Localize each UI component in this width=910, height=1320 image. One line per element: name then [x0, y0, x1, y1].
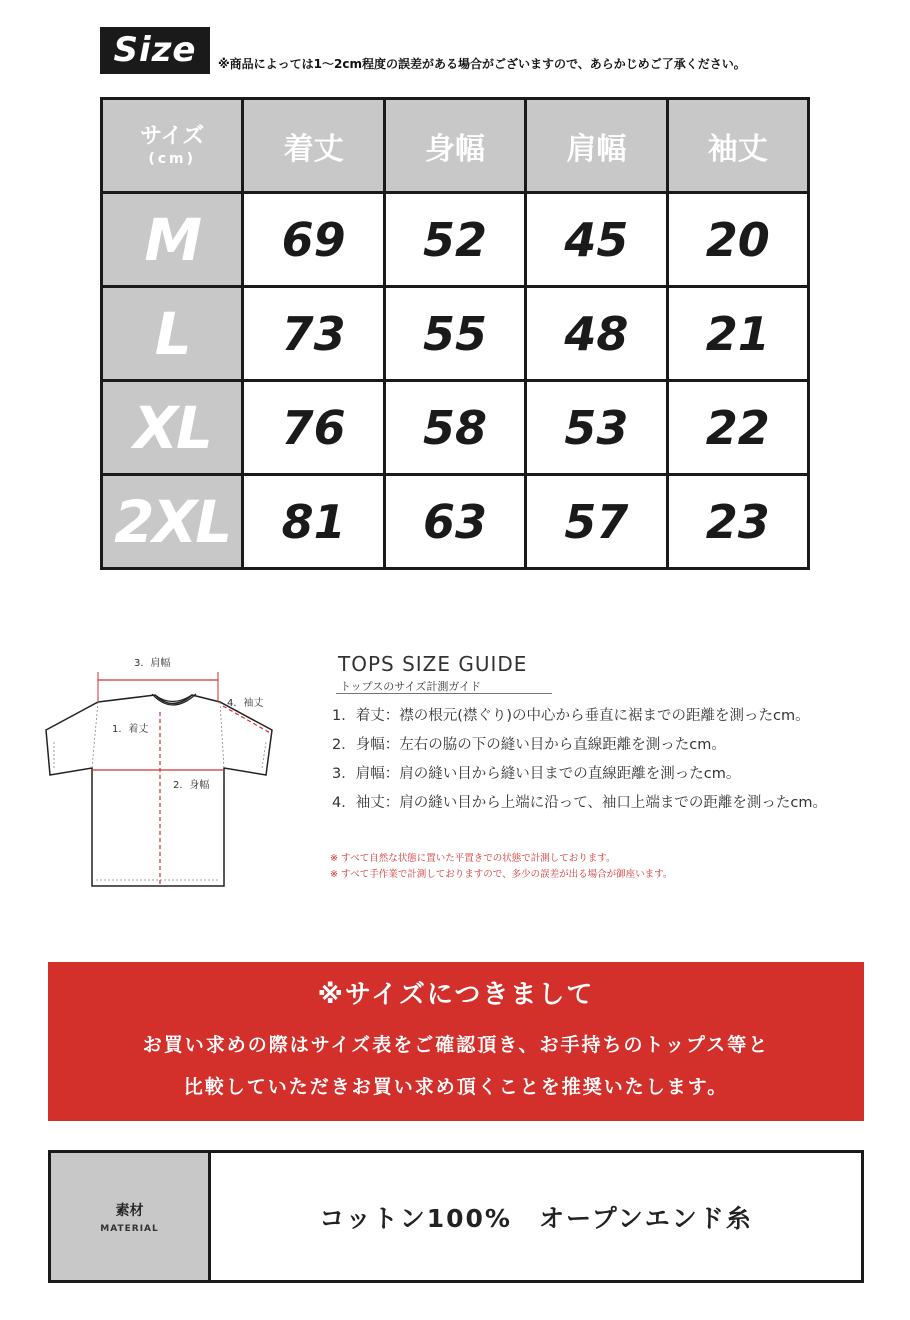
- column-header-shoulder: 肩幅: [526, 99, 667, 193]
- table-cell: 21: [667, 287, 808, 381]
- guide-item: 2．身幅：左右の脇の下の縫い目から直線距離を測ったcm。: [332, 737, 726, 753]
- size-label: 2XL: [102, 475, 243, 569]
- table-cell: 73: [243, 287, 384, 381]
- table-cell: 76: [243, 381, 384, 475]
- guide-note: ※ すべて自然な状態に置いた平置きでの状態で計測しております。: [330, 853, 616, 864]
- size-table: [100, 97, 810, 570]
- diagram-label-width: 2．身幅: [173, 780, 210, 791]
- material-label: [51, 1153, 211, 1280]
- guide-list: [332, 706, 827, 822]
- table-row: [102, 193, 809, 287]
- material-value: コットン100% オープンエンド糸: [319, 1203, 753, 1233]
- guide-item: 4．袖丈：肩の縫い目から上端に沿って、袖口上端までの距離を測ったcm。: [332, 795, 828, 811]
- column-header-width: 身幅: [384, 99, 525, 193]
- banner-line: 比較していただきお買い求め頂くことを推奨いたします。: [183, 1076, 729, 1098]
- diagram-label-shoulder: 3．肩幅: [134, 658, 171, 669]
- table-cell: 57: [526, 475, 667, 569]
- tshirt-diagram: [40, 650, 290, 895]
- column-header-length: 着丈: [243, 99, 384, 193]
- size-notice-banner: [48, 962, 864, 1121]
- size-column-header: [102, 99, 243, 193]
- guide-item: 3．肩幅：肩の縫い目から縫い目までの直線距離を測ったcm。: [332, 766, 741, 782]
- table-cell: 69: [243, 193, 384, 287]
- size-table-header: [102, 99, 809, 193]
- diagram-label-length: 1．着丈: [112, 724, 149, 735]
- table-row: [102, 381, 809, 475]
- size-column-label: サイズ: [140, 123, 205, 149]
- table-cell: 58: [384, 381, 525, 475]
- size-badge: Size: [100, 27, 210, 74]
- table-cell: 48: [526, 287, 667, 381]
- table-cell: 23: [667, 475, 808, 569]
- table-cell: 81: [243, 475, 384, 569]
- guide-item: 1．着丈：襟の根元(襟ぐり)の中心から垂直に裾までの距離を測ったcm。: [332, 708, 810, 724]
- material-label-en: MATERIAL: [100, 1223, 159, 1234]
- unit-label: (cm): [148, 150, 197, 167]
- table-row: [102, 475, 809, 569]
- banner-line: お買い求めの際はサイズ表をご確認頂き、お手持ちのトップス等と: [142, 1034, 770, 1056]
- size-disclaimer: ※商品によっては1～2cm程度の誤差がある場合がございますので、あらかじめご了承ください。: [218, 57, 746, 71]
- table-cell: 53: [526, 381, 667, 475]
- table-cell: 45: [526, 193, 667, 287]
- guide-divider: [336, 693, 552, 694]
- guide-note: ※ すべて手作業で計測しておりますので、多少の誤差が出る場合が御座います。: [330, 869, 673, 880]
- banner-title: ※サイズにつきまして: [317, 980, 595, 1010]
- table-cell: 20: [667, 193, 808, 287]
- table-cell: 52: [384, 193, 525, 287]
- size-label: L: [102, 287, 243, 381]
- column-header-sleeve: 袖丈: [667, 99, 808, 193]
- table-cell: 63: [384, 475, 525, 569]
- size-label: XL: [102, 381, 243, 475]
- guide-notes: [330, 851, 672, 883]
- size-label: M: [102, 193, 243, 287]
- table-row: [102, 287, 809, 381]
- guide-title: TOPS SIZE GUIDE: [338, 652, 528, 676]
- tshirt-outline-icon: [40, 650, 290, 895]
- diagram-label-sleeve: 4．袖丈: [227, 698, 264, 709]
- guide-subtitle: トップスのサイズ計測ガイド: [340, 680, 482, 693]
- material-table: [48, 1150, 864, 1283]
- table-cell: 55: [384, 287, 525, 381]
- material-label-jp: 素材: [115, 1202, 144, 1219]
- table-cell: 22: [667, 381, 808, 475]
